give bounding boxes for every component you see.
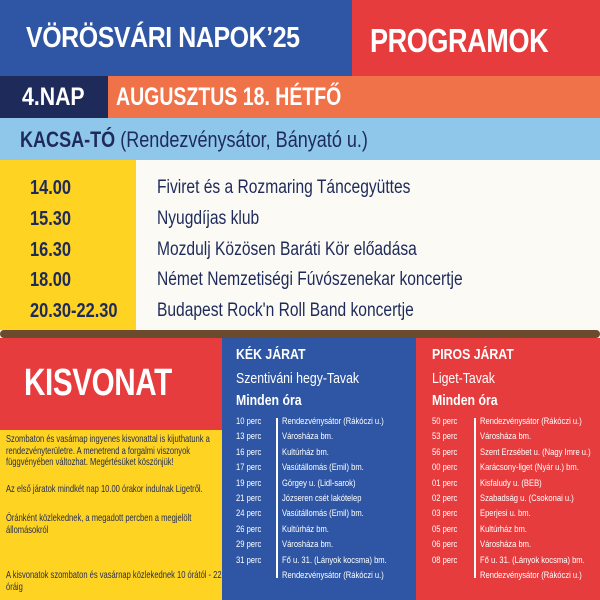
- route-stop-name: Rendezvénysátor (Rákóczi u.): [282, 416, 384, 427]
- program-name: Nyugdíjas klub: [157, 208, 260, 229]
- red-route-subtitle: Liget-Tavak: [432, 370, 495, 387]
- route-stop-name: Városháza bm.: [480, 431, 532, 443]
- route-stop-name: Fő u. 31. (Lányok kocsma) bm.: [282, 554, 387, 566]
- route-stop-name: Rendezvénysátor (Rákóczi u.): [282, 570, 384, 581]
- route-stop-name: Józseren csét lakótelep: [282, 493, 362, 504]
- route-stop-minute: 08 perc: [432, 554, 458, 566]
- event-title: VÖRÖSVÁRI NAPOK’25: [26, 22, 300, 54]
- day-number: 4.NAP: [22, 83, 85, 111]
- program-time: 15.30: [30, 208, 72, 230]
- blue-route-frequency: Minden óra: [236, 392, 302, 409]
- route-stop-name: Vasútállomás (Emil) bm.: [282, 462, 364, 474]
- kisvonat-info-3: Óránként közlekednek, a megadott percben a megjelölt állomásokról: [6, 512, 192, 536]
- blue-route-line: [276, 418, 278, 578]
- program-time: 14.00: [30, 177, 72, 199]
- route-stop-minute: 03 perc: [432, 508, 458, 520]
- red-route-title: PIROS JÁRAT: [432, 346, 514, 363]
- program-name: Német Nemzetiségi Fúvószenekar koncertje: [157, 269, 463, 290]
- route-stop-minute: 53 perc: [432, 431, 458, 443]
- route-stop-minute: 29 perc: [236, 539, 262, 551]
- route-stop-name: Rendezvénysátor (Rákóczi u.): [480, 416, 582, 427]
- route-stop-name: Görgey u. (Lidl-sarok): [282, 477, 356, 489]
- blue-route-subtitle: Szentiváni hegy-Tavak: [236, 370, 360, 387]
- route-stop-name: Rendezvénysátor (Rákóczi u.): [480, 570, 582, 581]
- route-stop-name: Kultúrház bm.: [282, 446, 329, 458]
- blue-route-title: KÉK JÁRAT: [236, 346, 306, 363]
- route-stop-minute: 19 perc: [236, 477, 262, 489]
- route-stop-minute: 01 perc: [432, 477, 458, 489]
- route-stop-name: Szabadság u. (Csokonai u.): [480, 493, 574, 504]
- kisvonat-info-2: Az első járatok mindkét nap 10.00 órakor indulnak Ligetről.: [6, 483, 203, 495]
- venue-detail: (Rendezvénysátor, Bányató u.): [120, 127, 368, 152]
- route-stop-minute: 02 perc: [432, 493, 458, 504]
- route-stop-name: Vasútállomás (Emil) bm.: [282, 508, 364, 520]
- program-time: 16.30: [30, 239, 72, 261]
- program-name: Budapest Rock'n Roll Band koncertje: [157, 300, 414, 321]
- programs-heading: PROGRAMOK: [370, 22, 549, 59]
- route-stop-minute: 13 perc: [236, 431, 262, 443]
- route-stop-minute: 50 perc: [432, 416, 458, 427]
- day-date: AUGUSZTUS 18. HÉTFŐ: [116, 83, 342, 111]
- route-stop-minute: 56 perc: [432, 446, 458, 458]
- program-name: Mozdulj Közösen Baráti Kör előadása: [157, 239, 417, 260]
- route-stop-minute: 05 perc: [432, 523, 458, 535]
- route-stop-name: Kultúrház bm.: [282, 523, 329, 535]
- route-stop-minute: 06 perc: [432, 539, 458, 551]
- route-stop-name: Kisfaludy u. (BEB): [480, 477, 542, 489]
- kisvonat-info-4: A kisvonatok szombaton és vasárnap közlekednek 10 órától - 22 óráig: [6, 569, 222, 593]
- route-stop-minute: 31 perc: [236, 554, 262, 566]
- kisvonat-title: KISVONAT: [24, 362, 172, 404]
- route-stop-name: Eperjesi u. bm.: [480, 508, 531, 520]
- venue: [20, 127, 368, 153]
- route-stop-name: Városháza bm.: [480, 539, 532, 551]
- section-divider: [0, 330, 600, 338]
- route-stop-name: Városháza bm.: [282, 539, 334, 551]
- route-stop-name: Szent Erzsébet u. (Nagy Imre u.): [480, 446, 591, 458]
- route-stop-name: Városháza bm.: [282, 431, 334, 443]
- program-time: 18.00: [30, 269, 72, 291]
- route-stop-minute: 10 perc: [236, 416, 262, 427]
- red-route-line: [474, 418, 476, 578]
- route-stop-name: Karácsony-liget (Nyár u.) bm.: [480, 462, 579, 474]
- route-stop-name: Fő u. 31. (Lányok kocsma) bm.: [480, 554, 585, 566]
- kisvonat-info-1: Szombaton és vasárnap ingyenes kisvonattal is kijuthatunk a rendezvényterületre. A menetrend a forgalmi viszonyok függvényében változhat. Megértésüket köszönjük!: [6, 433, 210, 468]
- venue-name: KACSA-TÓ: [20, 127, 116, 152]
- route-stop-minute: 26 perc: [236, 523, 262, 535]
- program-name: Fiviret és a Rozmaring Táncegyüttes: [157, 177, 411, 198]
- route-stop-minute: 16 perc: [236, 446, 262, 458]
- route-stop-minute: 00 perc: [432, 462, 458, 474]
- route-stop-minute: 17 perc: [236, 462, 262, 474]
- program-time: 20.30-22.30: [30, 300, 118, 322]
- red-route-frequency: Minden óra: [432, 392, 498, 409]
- route-stop-minute: 24 perc: [236, 508, 262, 520]
- route-stop-name: Kultúrház bm.: [480, 523, 527, 535]
- route-stop-minute: 21 perc: [236, 493, 262, 504]
